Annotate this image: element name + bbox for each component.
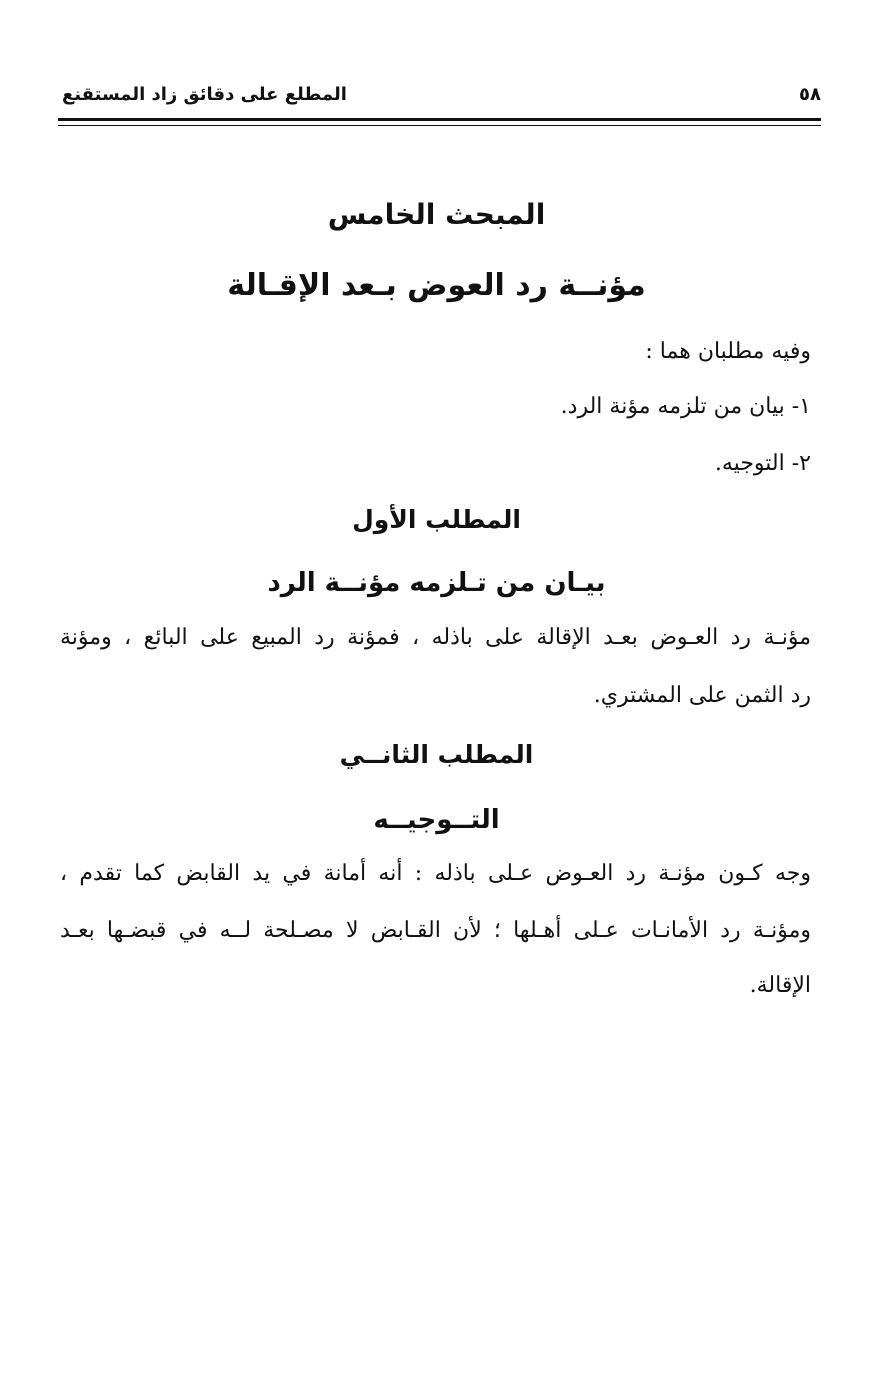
page-number: ٥٨: [799, 84, 821, 105]
section-2-subtitle: التــوجيــه: [373, 805, 500, 835]
section-1-line-2: رد الثمن على المشتري.: [593, 683, 811, 708]
chapter-title: المبحث الخامس: [327, 198, 546, 231]
running-header: [62, 84, 821, 118]
intro-item-1: ١- بيان من تلزمه مؤنة الرد.: [560, 394, 811, 419]
section-2-line-3: الإقالة.: [749, 973, 811, 998]
section-2-title: المطلب الثانــي: [339, 740, 534, 769]
section-1-title: المطلب الأول: [352, 505, 521, 534]
running-title: المطلع على دقائق زاد المستقنع: [62, 84, 347, 105]
header-rule-thick: [58, 118, 821, 121]
intro-item-2: ٢- التوجيه.: [714, 451, 811, 476]
chapter-subtitle: مؤنــة رد العوض بـعد الإقـالة: [227, 268, 646, 303]
section-1-subtitle: بيـان من تـلزمه مؤنــة الرد: [267, 568, 606, 598]
section-2-line-1: وجه كـون مؤنـة رد العـوض عـلى باذله : أنه أمانة في يد القابض كما تقدم ،: [60, 861, 811, 886]
section-2-line-2: ومؤنـة رد الأمانـات عـلى أهـلها ؛ لأن القـابض لا مصـلحة لــه في قبضـها بعـد: [60, 918, 811, 943]
section-1-line-1: مؤنـة رد العـوض بعـد الإقالة على باذله ، فمؤنة رد المبيع على البائع ، ومؤنة: [60, 625, 811, 650]
header-rule-thin: [58, 125, 821, 126]
intro-lead: وفيه مطلبان هما :: [645, 339, 811, 364]
